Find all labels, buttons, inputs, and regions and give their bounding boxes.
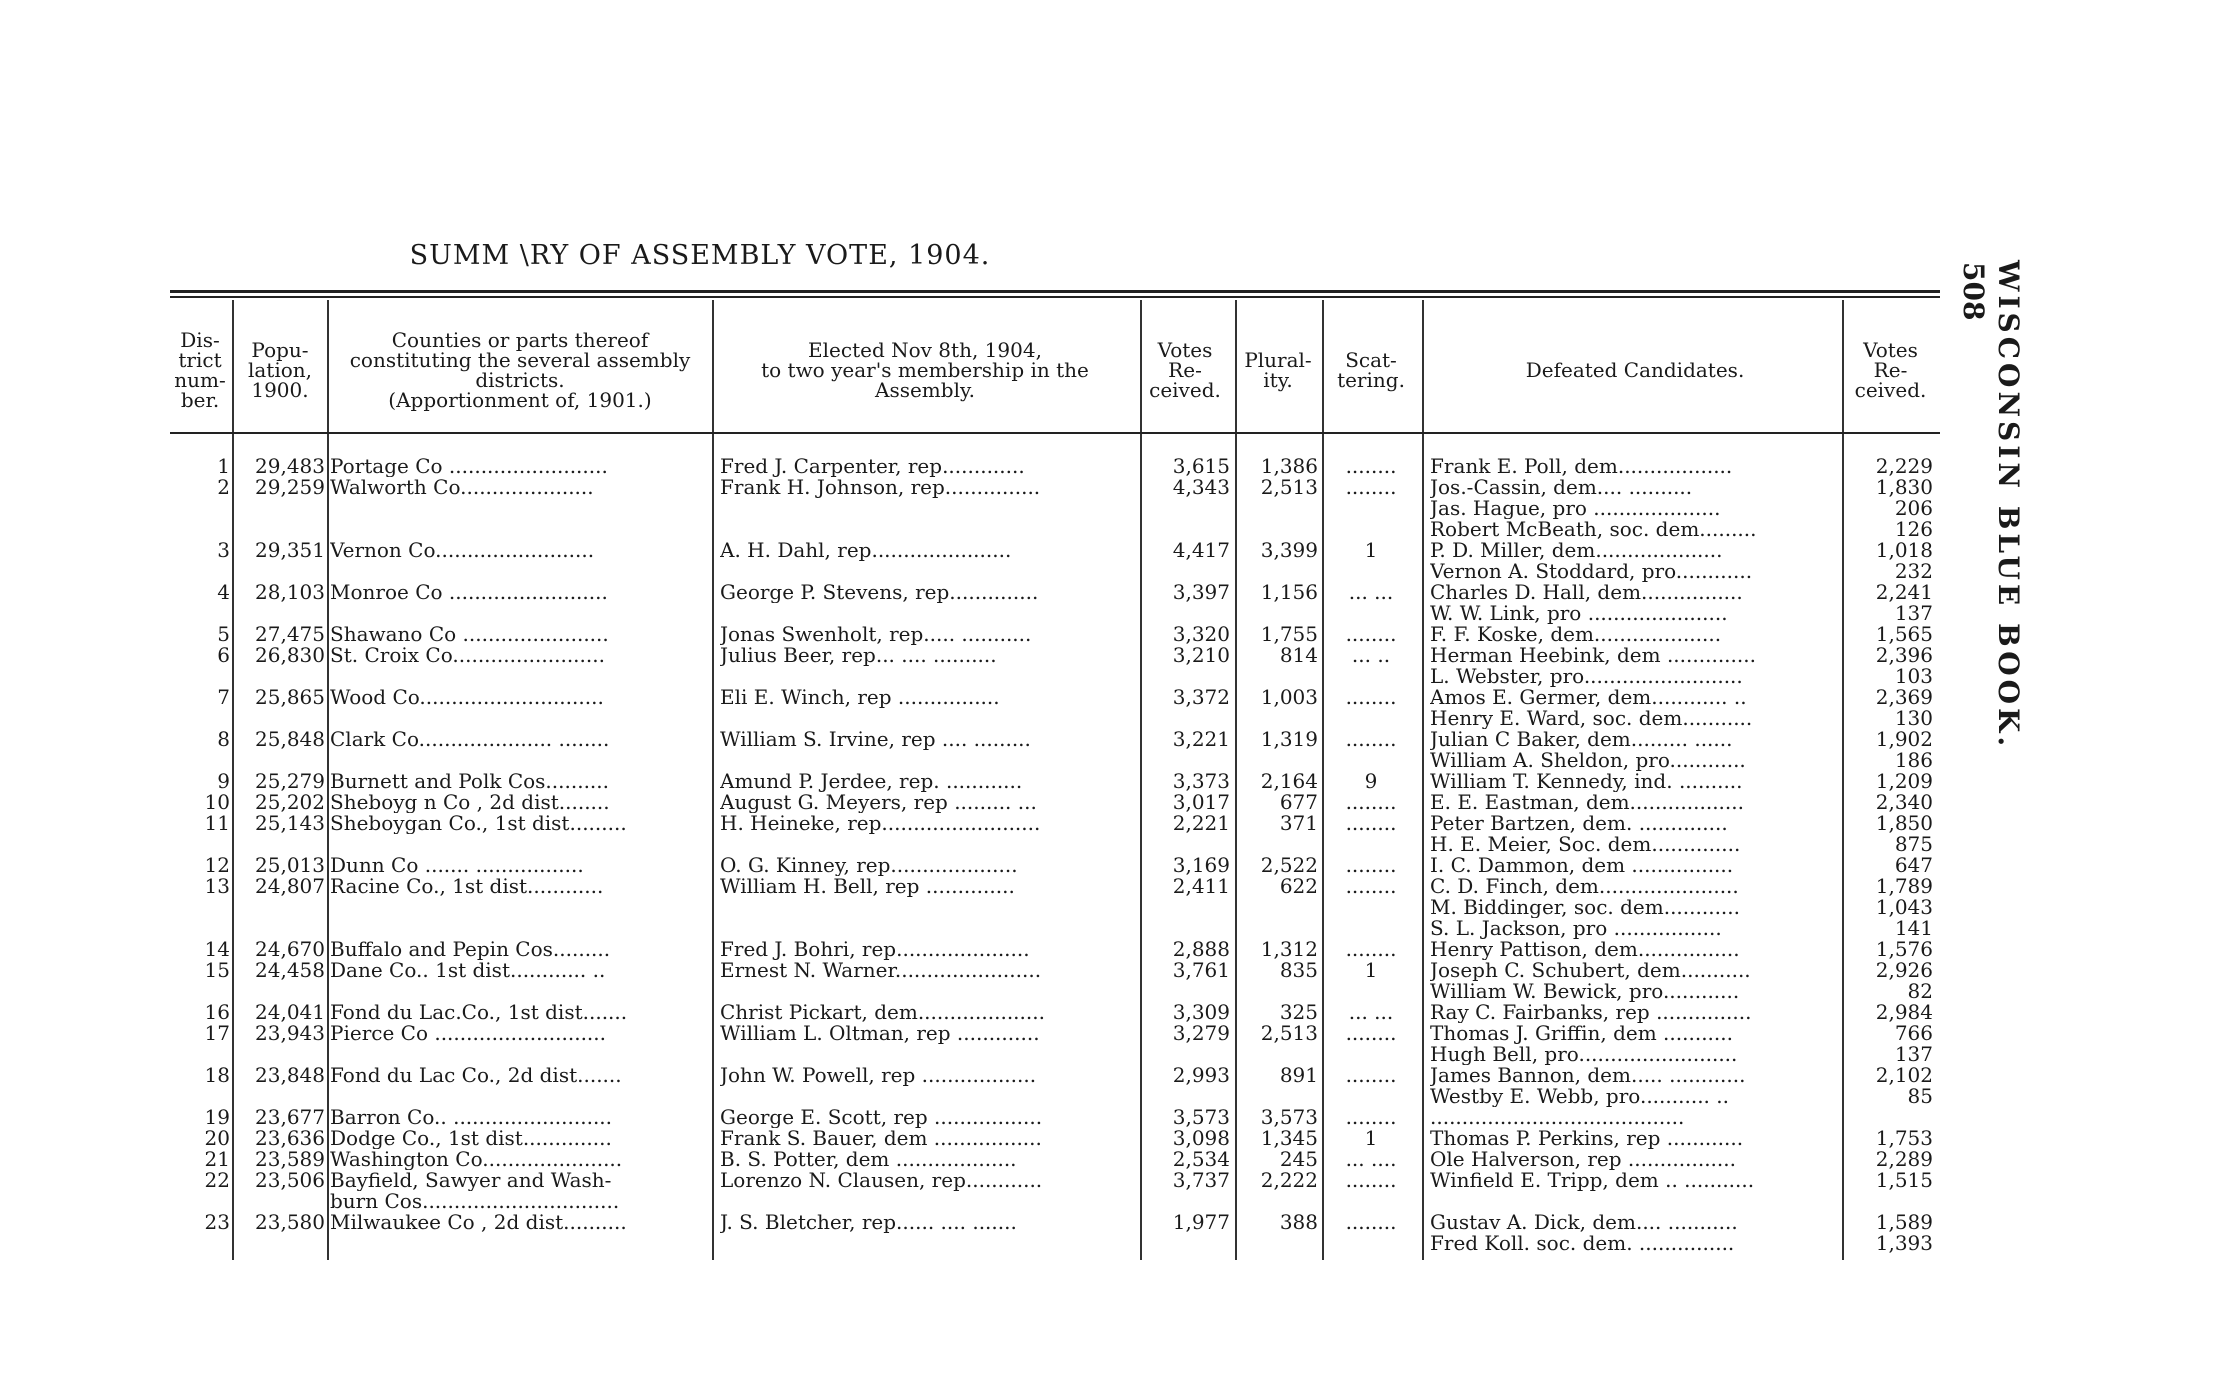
table-cell-votes: 3,737 bbox=[1172, 1170, 1230, 1191]
top-rule-thick bbox=[170, 290, 1940, 293]
table-cell-defeated: L. Webster, pro......................... bbox=[1430, 666, 1743, 687]
column-header-counties bbox=[330, 330, 710, 410]
table-cell-counties: Sheboygan Co., 1st dist......... bbox=[330, 813, 627, 834]
column-header-votes bbox=[1140, 340, 1230, 400]
table-cell-dvotes: 1,393 bbox=[1875, 1233, 1933, 1254]
table-cell-elected: H. Heineke, rep......................... bbox=[720, 813, 1041, 834]
table-cell-district: 3 bbox=[217, 540, 230, 561]
table-cell-defeated: Fred Koll. soc. dem. ............... bbox=[1430, 1233, 1735, 1254]
table-cell-votes: 3,320 bbox=[1172, 624, 1230, 645]
table-cell-dvotes: 1,789 bbox=[1875, 876, 1933, 897]
table-cell-defeated: William T. Kennedy, ind. .......... bbox=[1430, 771, 1743, 792]
table-cell-dvotes: 82 bbox=[1907, 981, 1933, 1002]
table-cell-counties: Sheboyg n Co , 2d dist........ bbox=[330, 792, 610, 813]
table-cell-defeated: Ole Halverson, rep ................. bbox=[1430, 1149, 1736, 1170]
table-cell-counties: Washington Co...................... bbox=[330, 1149, 623, 1170]
table-cell-votes: 4,417 bbox=[1172, 540, 1230, 561]
table-cell-district: 18 bbox=[204, 1065, 230, 1086]
table-cell-defeated: Julian C Baker, dem......... ...... bbox=[1430, 729, 1733, 750]
column-header-line: ber. bbox=[180, 388, 220, 412]
table-cell-dvotes: 2,102 bbox=[1875, 1065, 1933, 1086]
table-cell-dvotes: 647 bbox=[1894, 855, 1933, 876]
table-cell-defeated: Vernon A. Stoddard, pro............ bbox=[1430, 561, 1753, 582]
table-cell-dvotes: 85 bbox=[1907, 1086, 1933, 1107]
table-cell-plurality: 325 bbox=[1279, 1002, 1318, 1023]
table-cell-scattering: ........ bbox=[1345, 939, 1397, 960]
table-cell-votes: 1,977 bbox=[1172, 1212, 1230, 1233]
table-cell-elected: William S. Irvine, rep .... ......... bbox=[720, 729, 1031, 750]
table-cell-elected: Eli E. Winch, rep ................ bbox=[720, 687, 1000, 708]
table-cell-elected: Frank S. Bauer, dem ................. bbox=[720, 1128, 1042, 1149]
column-header-line: lation, bbox=[247, 358, 313, 382]
column-header-district bbox=[170, 330, 230, 410]
table-cell-votes: 2,534 bbox=[1172, 1149, 1230, 1170]
column-divider bbox=[327, 300, 329, 1260]
table-cell-district: 4 bbox=[217, 582, 230, 603]
table-cell-plurality: 2,164 bbox=[1260, 771, 1318, 792]
table-cell-counties: Walworth Co..................... bbox=[330, 477, 594, 498]
table-cell-plurality: 2,513 bbox=[1260, 1023, 1318, 1044]
table-cell-defeated: M. Biddinger, soc. dem............ bbox=[1430, 897, 1740, 918]
table-cell-counties: Buffalo and Pepin Cos......... bbox=[330, 939, 611, 960]
page-number: 508 bbox=[1957, 262, 1990, 321]
table-cell-scattering: 1 bbox=[1364, 1128, 1378, 1149]
table-cell-counties: Shawano Co ....................... bbox=[330, 624, 609, 645]
column-header-line: Assembly. bbox=[875, 378, 975, 402]
table-cell-counties: Vernon Co......................... bbox=[330, 540, 595, 561]
table-cell-elected: A. H. Dahl, rep...................... bbox=[720, 540, 1012, 561]
table-cell-plurality: 891 bbox=[1279, 1065, 1318, 1086]
table-cell-dvotes: 1,850 bbox=[1875, 813, 1933, 834]
table-cell-counties: burn Cos............................... bbox=[330, 1191, 620, 1212]
table-cell-defeated: E. E. Eastman, dem.................. bbox=[1430, 792, 1744, 813]
table-cell-defeated: Winfield E. Tripp, dem .. ........... bbox=[1430, 1170, 1755, 1191]
table-cell-votes: 3,210 bbox=[1172, 645, 1230, 666]
table-cell-defeated: Robert McBeath, soc. dem......... bbox=[1430, 519, 1757, 540]
table-cell-votes: 2,221 bbox=[1172, 813, 1230, 834]
table-cell-counties: Milwaukee Co , 2d dist.......... bbox=[330, 1212, 627, 1233]
table-cell-dvotes: 1,515 bbox=[1875, 1170, 1933, 1191]
table-cell-dvotes: 1,565 bbox=[1875, 624, 1933, 645]
table-cell-elected: John W. Powell, rep .................. bbox=[720, 1065, 1037, 1086]
table-cell-votes: 3,372 bbox=[1172, 687, 1230, 708]
table-cell-scattering: ........ bbox=[1345, 813, 1397, 834]
table-cell-defeated: Jos.-Cassin, dem.... .......... bbox=[1430, 477, 1693, 498]
table-cell-population: 25,848 bbox=[255, 729, 325, 750]
table-cell-defeated: Amos E. Germer, dem............ .. bbox=[1430, 687, 1747, 708]
column-divider bbox=[1842, 300, 1844, 1260]
page-title: SUMM \RY OF ASSEMBLY VOTE, 1904. bbox=[409, 240, 991, 271]
table-cell-plurality: 388 bbox=[1279, 1212, 1318, 1233]
table-cell-plurality: 2,522 bbox=[1260, 855, 1318, 876]
table-cell-district: 6 bbox=[217, 645, 230, 666]
table-cell-district: 13 bbox=[204, 876, 230, 897]
table-cell-elected: Amund P. Jerdee, rep. ............ bbox=[720, 771, 1023, 792]
table-cell-plurality: 835 bbox=[1279, 960, 1318, 981]
column-header-line: Plural- bbox=[1244, 348, 1312, 372]
table-cell-dvotes: 2,369 bbox=[1875, 687, 1933, 708]
table-cell-scattering: ........ bbox=[1345, 855, 1397, 876]
table-cell-elected: George P. Stevens, rep.............. bbox=[720, 582, 1039, 603]
table-cell-dvotes: 1,043 bbox=[1875, 897, 1933, 918]
table-cell-votes: 3,309 bbox=[1172, 1002, 1230, 1023]
table-cell-counties: Fond du Lac Co., 2d dist....... bbox=[330, 1065, 622, 1086]
table-cell-district: 8 bbox=[217, 729, 230, 750]
table-cell-votes: 3,017 bbox=[1172, 792, 1230, 813]
table-cell-population: 25,865 bbox=[255, 687, 325, 708]
table-cell-plurality: 1,319 bbox=[1260, 729, 1318, 750]
table-cell-counties: Dunn Co ....... ................. bbox=[330, 855, 584, 876]
table-cell-defeated: Westby E. Webb, pro........... .. bbox=[1430, 1086, 1729, 1107]
table-cell-defeated: I. C. Dammon, dem ................ bbox=[1430, 855, 1734, 876]
table-cell-population: 23,506 bbox=[255, 1170, 325, 1191]
table-cell-dvotes: 2,289 bbox=[1875, 1149, 1933, 1170]
table-cell-counties: Portage Co ......................... bbox=[330, 456, 608, 477]
column-header-line: to two year's membership in the bbox=[761, 358, 1089, 382]
table-cell-scattering: ........ bbox=[1345, 1170, 1397, 1191]
table-cell-dvotes: 1,576 bbox=[1875, 939, 1933, 960]
table-cell-scattering: 1 bbox=[1364, 540, 1378, 561]
table-cell-scattering: ........ bbox=[1345, 624, 1397, 645]
table-cell-plurality: 3,573 bbox=[1260, 1107, 1318, 1128]
running-head: WISCONSIN BLUE BOOK. bbox=[1992, 260, 2025, 751]
table-cell-population: 25,202 bbox=[255, 792, 325, 813]
table-cell-dvotes: 1,589 bbox=[1875, 1212, 1933, 1233]
header-rule bbox=[170, 432, 1940, 434]
table-cell-counties: Wood Co............................. bbox=[330, 687, 604, 708]
table-cell-district: 14 bbox=[204, 939, 230, 960]
table-cell-dvotes: 130 bbox=[1894, 708, 1933, 729]
table-cell-dvotes: 766 bbox=[1894, 1023, 1933, 1044]
table-cell-plurality: 622 bbox=[1279, 876, 1318, 897]
column-header-line: Votes bbox=[1157, 338, 1213, 362]
table-cell-district: 17 bbox=[204, 1023, 230, 1044]
table-cell-dvotes: 186 bbox=[1894, 750, 1933, 771]
table-cell-votes: 3,373 bbox=[1172, 771, 1230, 792]
table-cell-dvotes: 103 bbox=[1894, 666, 1933, 687]
table-cell-dvotes: 137 bbox=[1894, 1044, 1933, 1065]
table-cell-population: 29,483 bbox=[255, 456, 325, 477]
column-header-line: Defeated Candidates. bbox=[1525, 358, 1745, 382]
table-cell-population: 23,677 bbox=[255, 1107, 325, 1128]
table-cell-district: 19 bbox=[204, 1107, 230, 1128]
column-header-line: (Apportionment of, 1901.) bbox=[388, 388, 652, 412]
table-cell-counties: Pierce Co ........................... bbox=[330, 1023, 606, 1044]
table-cell-scattering: ........ bbox=[1345, 477, 1397, 498]
table-cell-population: 24,458 bbox=[255, 960, 325, 981]
table-cell-defeated: Thomas P. Perkins, rep ............ bbox=[1430, 1128, 1744, 1149]
table-cell-defeated: James Bannon, dem..... ............ bbox=[1430, 1065, 1746, 1086]
table-cell-population: 25,143 bbox=[255, 813, 325, 834]
column-header-line: Votes bbox=[1863, 338, 1918, 362]
table-cell-dvotes: 126 bbox=[1894, 519, 1933, 540]
table-cell-scattering: ........ bbox=[1345, 1023, 1397, 1044]
table-cell-votes: 4,343 bbox=[1172, 477, 1230, 498]
table-cell-population: 25,279 bbox=[255, 771, 325, 792]
table-cell-elected: Fred J. Bohri, rep..................... bbox=[720, 939, 1030, 960]
table-cell-defeated: Charles D. Hall, dem................ bbox=[1430, 582, 1743, 603]
table-cell-defeated: Henry E. Ward, soc. dem........... bbox=[1430, 708, 1753, 729]
table-cell-votes: 3,615 bbox=[1172, 456, 1230, 477]
table-cell-elected: William L. Oltman, rep ............. bbox=[720, 1023, 1040, 1044]
table-cell-scattering: ........ bbox=[1345, 1065, 1397, 1086]
table-cell-elected: Lorenzo N. Clausen, rep............ bbox=[720, 1170, 1043, 1191]
table-cell-scattering: ........ bbox=[1345, 687, 1397, 708]
table-cell-population: 23,580 bbox=[255, 1212, 325, 1233]
table-cell-plurality: 2,222 bbox=[1260, 1170, 1318, 1191]
table-cell-dvotes: 1,018 bbox=[1875, 540, 1933, 561]
table-cell-votes: 3,098 bbox=[1172, 1128, 1230, 1149]
table-cell-dvotes: 141 bbox=[1894, 918, 1933, 939]
table-cell-defeated: Joseph C. Schubert, dem........... bbox=[1430, 960, 1751, 981]
table-cell-dvotes: 2,340 bbox=[1875, 792, 1933, 813]
table-cell-votes: 3,221 bbox=[1172, 729, 1230, 750]
table-cell-votes: 3,279 bbox=[1172, 1023, 1230, 1044]
table-cell-votes: 2,888 bbox=[1172, 939, 1230, 960]
table-cell-defeated: C. D. Finch, dem...................... bbox=[1430, 876, 1739, 897]
table-cell-defeated: Thomas J. Griffin, dem ........... bbox=[1430, 1023, 1733, 1044]
column-header-line: constituting the several assembly bbox=[349, 348, 691, 372]
table-cell-votes: 3,573 bbox=[1172, 1107, 1230, 1128]
table-cell-plurality: 677 bbox=[1279, 792, 1318, 813]
table-cell-defeated: Gustav A. Dick, dem.... ........... bbox=[1430, 1212, 1738, 1233]
table-cell-votes: 3,169 bbox=[1172, 855, 1230, 876]
table-cell-plurality: 814 bbox=[1279, 645, 1318, 666]
table-cell-defeated: ........................................ bbox=[1430, 1107, 1685, 1128]
table-cell-dvotes: 2,241 bbox=[1875, 582, 1933, 603]
column-header-line: Re- bbox=[1873, 358, 1908, 382]
table-cell-defeated: S. L. Jackson, pro ................. bbox=[1430, 918, 1722, 939]
column-header-line: districts. bbox=[475, 368, 565, 392]
table-cell-votes: 3,397 bbox=[1172, 582, 1230, 603]
table-cell-counties: Dane Co.. 1st dist............ .. bbox=[330, 960, 606, 981]
table-cell-counties: Racine Co., 1st dist............ bbox=[330, 876, 604, 897]
table-cell-scattering: ........ bbox=[1345, 876, 1397, 897]
column-header-dvotes bbox=[1848, 340, 1933, 400]
table-cell-district: 22 bbox=[204, 1170, 230, 1191]
table-cell-counties: Monroe Co ......................... bbox=[330, 582, 608, 603]
table-cell-dvotes: 1,830 bbox=[1875, 477, 1933, 498]
table-cell-dvotes: 2,984 bbox=[1875, 1002, 1933, 1023]
column-header-line: Popu- bbox=[251, 338, 309, 362]
table-cell-district: 11 bbox=[204, 813, 230, 834]
table-cell-plurality: 1,312 bbox=[1260, 939, 1318, 960]
table-cell-elected: Christ Pickart, dem.................... bbox=[720, 1002, 1045, 1023]
table-cell-elected: August G. Meyers, rep ......... ... bbox=[720, 792, 1037, 813]
table-cell-scattering: ........ bbox=[1345, 729, 1397, 750]
column-header-defeated bbox=[1430, 360, 1840, 380]
table-cell-votes: 2,411 bbox=[1172, 876, 1230, 897]
table-cell-counties: Clark Co..................... ........ bbox=[330, 729, 610, 750]
top-rule-thin bbox=[170, 296, 1940, 298]
table-cell-counties: Bayfield, Sawyer and Wash- bbox=[330, 1170, 612, 1191]
table-cell-district: 23 bbox=[204, 1212, 230, 1233]
table-cell-scattering: ........ bbox=[1345, 456, 1397, 477]
table-cell-district: 10 bbox=[204, 792, 230, 813]
table-cell-defeated: William W. Bewick, pro............ bbox=[1430, 981, 1740, 1002]
table-cell-defeated: William A. Sheldon, pro............ bbox=[1430, 750, 1746, 771]
table-cell-plurality: 1,386 bbox=[1260, 456, 1318, 477]
table-cell-elected: B. S. Potter, dem ................... bbox=[720, 1149, 1017, 1170]
column-header-line: ceived. bbox=[1854, 378, 1927, 402]
table-cell-counties: Burnett and Polk Cos.......... bbox=[330, 771, 609, 792]
table-cell-defeated: F. F. Koske, dem.................... bbox=[1430, 624, 1722, 645]
table-cell-plurality: 3,399 bbox=[1260, 540, 1318, 561]
table-cell-dvotes: 1,753 bbox=[1875, 1128, 1933, 1149]
table-cell-counties: Fond du Lac.Co., 1st dist....... bbox=[330, 1002, 628, 1023]
table-cell-defeated: Henry Pattison, dem................ bbox=[1430, 939, 1740, 960]
table-cell-plurality: 1,003 bbox=[1260, 687, 1318, 708]
table-cell-defeated: P. D. Miller, dem.................... bbox=[1430, 540, 1723, 561]
table-cell-elected: Ernest N. Warner....................... bbox=[720, 960, 1042, 981]
table-cell-plurality: 371 bbox=[1279, 813, 1318, 834]
table-cell-district: 12 bbox=[204, 855, 230, 876]
table-cell-elected: George E. Scott, rep ................. bbox=[720, 1107, 1043, 1128]
table-cell-scattering: ... ... bbox=[1348, 1002, 1394, 1023]
column-header-line: Dis- bbox=[180, 328, 220, 352]
column-header-population bbox=[235, 340, 325, 400]
table-cell-dvotes: 2,396 bbox=[1875, 645, 1933, 666]
table-cell-defeated: Herman Heebink, dem .............. bbox=[1430, 645, 1756, 666]
table-cell-dvotes: 137 bbox=[1894, 603, 1933, 624]
column-header-line: trict bbox=[178, 348, 222, 372]
table-cell-defeated: W. W. Link, pro ...................... bbox=[1430, 603, 1728, 624]
column-header-line: ceived. bbox=[1149, 378, 1221, 402]
table-cell-scattering: 9 bbox=[1364, 771, 1378, 792]
table-cell-defeated: Frank E. Poll, dem.................. bbox=[1430, 456, 1733, 477]
table-cell-population: 23,943 bbox=[255, 1023, 325, 1044]
table-cell-plurality: 2,513 bbox=[1260, 477, 1318, 498]
table-cell-dvotes: 2,926 bbox=[1875, 960, 1933, 981]
table-cell-district: 15 bbox=[204, 960, 230, 981]
table-cell-elected: J. S. Bletcher, rep...... .... ....... bbox=[720, 1212, 1017, 1233]
column-header-line: Elected Nov 8th, 1904, bbox=[808, 338, 1042, 362]
table-cell-district: 5 bbox=[217, 624, 230, 645]
column-header-line: Scat- bbox=[1345, 348, 1397, 372]
table-cell-plurality: 245 bbox=[1279, 1149, 1318, 1170]
column-header-line: tering. bbox=[1337, 368, 1405, 392]
table-cell-elected: Fred J. Carpenter, rep............. bbox=[720, 456, 1025, 477]
table-cell-dvotes: 206 bbox=[1894, 498, 1933, 519]
table-cell-elected: O. G. Kinney, rep.................... bbox=[720, 855, 1018, 876]
table-cell-district: 7 bbox=[217, 687, 230, 708]
table-cell-scattering: 1 bbox=[1364, 960, 1378, 981]
table-cell-population: 28,103 bbox=[255, 582, 325, 603]
table-cell-district: 16 bbox=[204, 1002, 230, 1023]
column-divider bbox=[712, 300, 714, 1260]
table-cell-population: 24,670 bbox=[255, 939, 325, 960]
table-cell-scattering: ........ bbox=[1345, 1212, 1397, 1233]
column-header-line: num- bbox=[174, 368, 226, 392]
table-cell-scattering: ........ bbox=[1345, 1107, 1397, 1128]
column-divider bbox=[232, 300, 234, 1260]
table-cell-counties: St. Croix Co........................ bbox=[330, 645, 605, 666]
column-header-elected bbox=[720, 340, 1130, 400]
table-cell-counties: Barron Co.. ......................... bbox=[330, 1107, 613, 1128]
table-cell-scattering: ........ bbox=[1345, 792, 1397, 813]
table-cell-population: 26,830 bbox=[255, 645, 325, 666]
table-cell-dvotes: 232 bbox=[1894, 561, 1933, 582]
table-cell-defeated: Hugh Bell, pro......................... bbox=[1430, 1044, 1738, 1065]
table-cell-elected: Frank H. Johnson, rep............... bbox=[720, 477, 1041, 498]
table-cell-dvotes: 2,229 bbox=[1875, 456, 1933, 477]
table-cell-plurality: 1,755 bbox=[1260, 624, 1318, 645]
table-cell-scattering: ... .. bbox=[1351, 645, 1391, 666]
table-cell-population: 24,807 bbox=[255, 876, 325, 897]
table-cell-district: 9 bbox=[217, 771, 230, 792]
table-cell-dvotes: 1,902 bbox=[1875, 729, 1933, 750]
table-cell-district: 2 bbox=[217, 477, 230, 498]
table-cell-population: 24,041 bbox=[255, 1002, 325, 1023]
table-cell-population: 27,475 bbox=[255, 624, 325, 645]
column-header-plurality bbox=[1238, 350, 1318, 390]
table-cell-elected: Julius Beer, rep... .... .......... bbox=[720, 645, 997, 666]
table-cell-population: 29,351 bbox=[255, 540, 325, 561]
column-header-scattering bbox=[1326, 350, 1416, 390]
table-cell-scattering: ... ... bbox=[1348, 582, 1394, 603]
table-cell-votes: 3,761 bbox=[1172, 960, 1230, 981]
table-cell-district: 21 bbox=[204, 1149, 230, 1170]
table-cell-population: 29,259 bbox=[255, 477, 325, 498]
table-cell-dvotes: 875 bbox=[1894, 834, 1933, 855]
column-divider bbox=[1322, 300, 1324, 1260]
column-divider bbox=[1235, 300, 1237, 1260]
table-cell-population: 23,589 bbox=[255, 1149, 325, 1170]
table-cell-dvotes: 1,209 bbox=[1875, 771, 1933, 792]
table-cell-district: 20 bbox=[204, 1128, 230, 1149]
table-cell-defeated: Ray C. Fairbanks, rep ............... bbox=[1430, 1002, 1752, 1023]
table-cell-counties: Dodge Co., 1st dist.............. bbox=[330, 1128, 612, 1149]
table-cell-plurality: 1,345 bbox=[1260, 1128, 1318, 1149]
table-cell-defeated: Peter Bartzen, dem. .............. bbox=[1430, 813, 1728, 834]
column-header-line: Counties or parts thereof bbox=[391, 328, 649, 352]
table-cell-elected: William H. Bell, rep .............. bbox=[720, 876, 1015, 897]
column-header-line: 1900. bbox=[251, 378, 309, 402]
table-cell-scattering: ... .... bbox=[1345, 1149, 1397, 1170]
table-cell-votes: 2,993 bbox=[1172, 1065, 1230, 1086]
table-cell-district: 1 bbox=[217, 456, 230, 477]
table-cell-defeated: H. E. Meier, Soc. dem.............. bbox=[1430, 834, 1741, 855]
table-cell-elected: Jonas Swenholt, rep..... ........... bbox=[720, 624, 1032, 645]
column-header-line: Re- bbox=[1168, 358, 1202, 382]
column-header-line: ity. bbox=[1263, 368, 1293, 392]
column-divider bbox=[1422, 300, 1424, 1260]
table-cell-population: 23,636 bbox=[255, 1128, 325, 1149]
table-cell-defeated: Jas. Hague, pro .................... bbox=[1430, 498, 1721, 519]
table-cell-population: 23,848 bbox=[255, 1065, 325, 1086]
table-cell-plurality: 1,156 bbox=[1260, 582, 1318, 603]
table-cell-population: 25,013 bbox=[255, 855, 325, 876]
